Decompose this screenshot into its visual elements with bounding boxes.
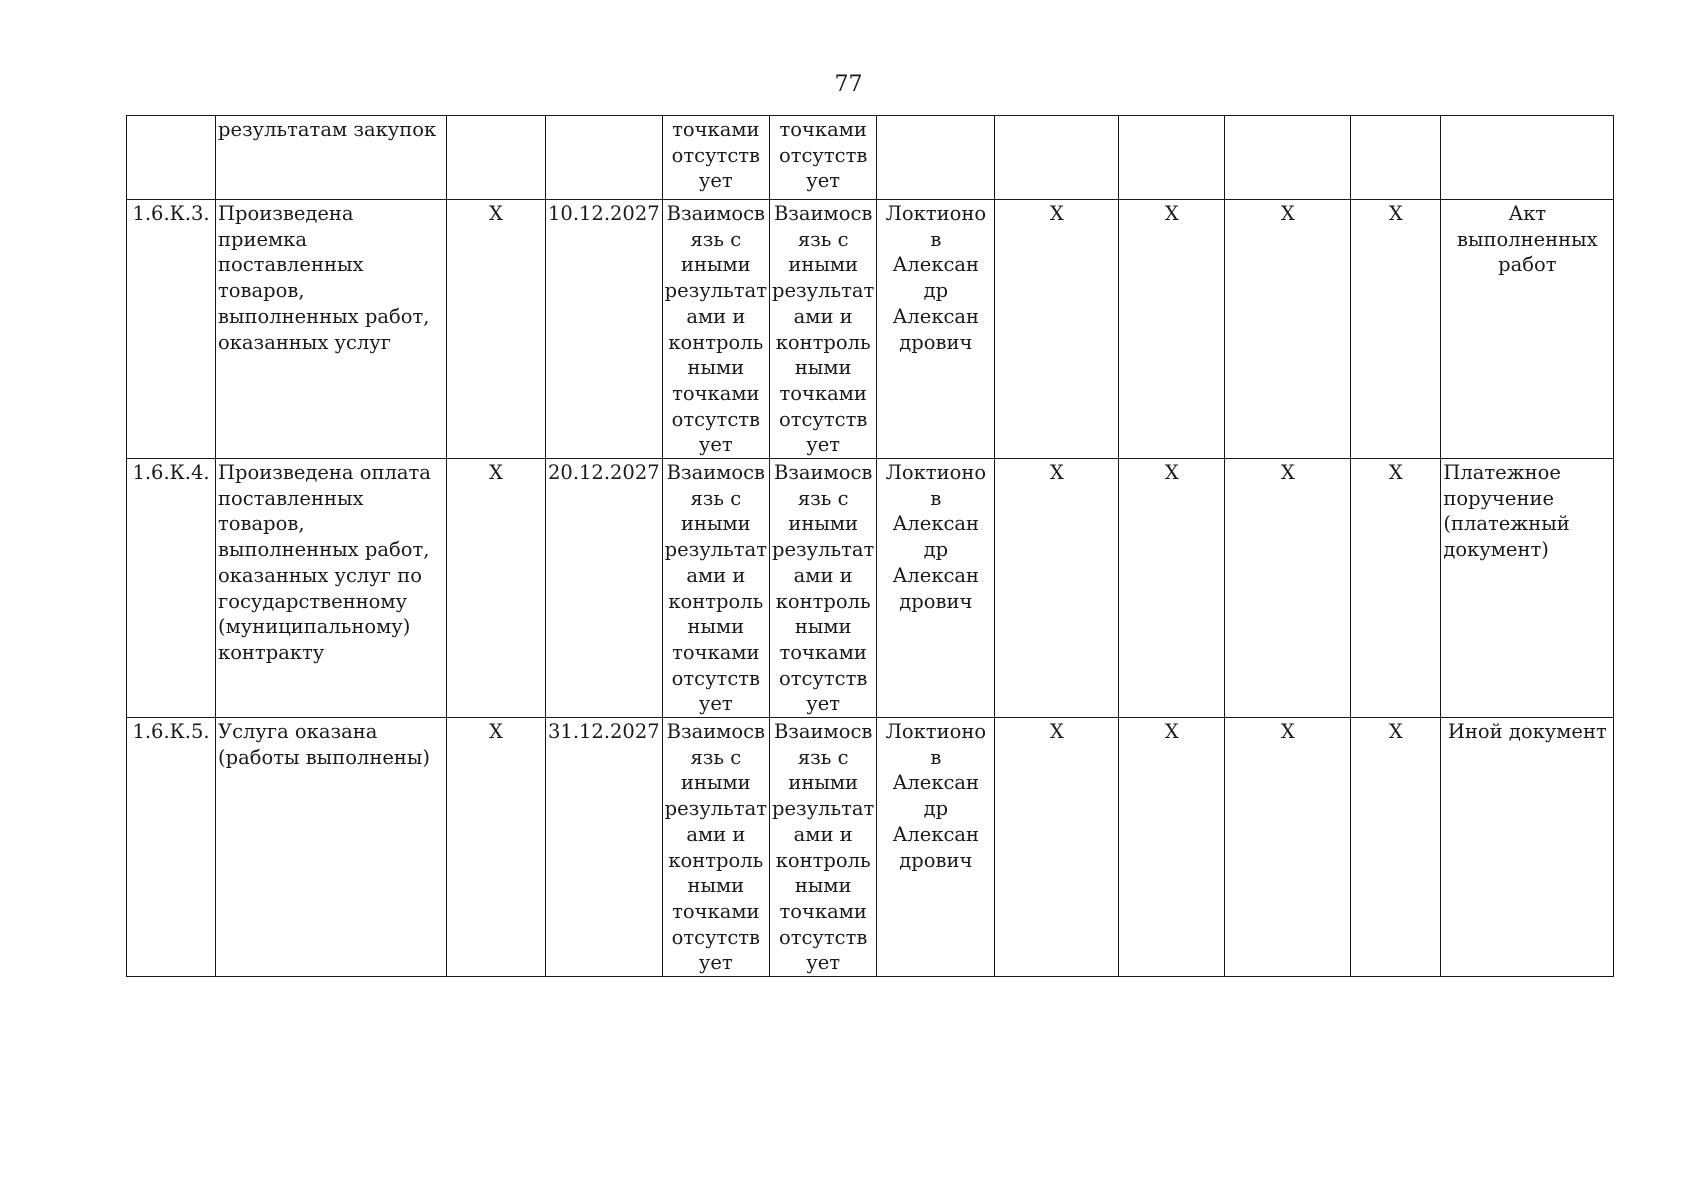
row-responsible: Локтионо в Алексан др Алексан дрович [877,459,995,718]
row-x4: X [1351,200,1441,459]
row-x2 [1119,116,1225,200]
row-relation-b: Взаимосв язь с иными результат ами и контроль ными точками отсутств ует [770,718,877,977]
row-responsible: Локтионо в Алексан др Алексан дрович [877,718,995,977]
row-x4: X [1351,459,1441,718]
row-relation-a: Взаимосв язь с иными результат ами и контроль ными точками отсутств ует [662,200,769,459]
row-relation-a: точками отсутств ует [662,116,769,200]
page-number: 77 [834,72,863,97]
row-relation-b: Взаимосв язь с иными результат ами и контроль ными точками отсутств ует [770,200,877,459]
row-document [1441,116,1614,200]
row-id: 1.6.К.5. [127,718,216,977]
row-x2: X [1119,718,1225,977]
table-row [127,459,1614,718]
row-relation-a: Взаимосв язь с иными результат ами и контроль ными точками отсутств ует [662,459,769,718]
row-col3 [447,116,546,200]
row-id: 1.6.К.3. [127,200,216,459]
row-name: Услуга оказана (работы выполнены) [216,718,447,977]
row-id [127,116,216,200]
row-id: 1.6.К.4. [127,459,216,718]
table-row [127,116,1614,200]
row-relation-b: Взаимосв язь с иными результат ами и контроль ными точками отсутств ует [770,459,877,718]
row-x3: X [1225,718,1351,977]
table-row [127,200,1614,459]
row-x3: X [1225,459,1351,718]
row-relation-b: точками отсутств ует [770,116,877,200]
row-x3: X [1225,200,1351,459]
row-relation-a: Взаимосв язь с иными результат ами и контроль ными точками отсутств ует [662,718,769,977]
row-col3: X [447,459,546,718]
row-name: Произведена оплата поставленных товаров, выполненных работ, оказанных услуг по государственному (муниципальному) контракту [216,459,447,718]
row-col3: X [447,718,546,977]
row-document: Акт выполненных работ [1441,200,1614,459]
row-x1: X [995,718,1119,977]
row-col3: X [447,200,546,459]
row-x2: X [1119,459,1225,718]
row-x1: X [995,459,1119,718]
row-x2: X [1119,200,1225,459]
row-name: Произведена приемка поставленных товаров, выполненных работ, оказанных услуг [216,200,447,459]
row-document: Иной документ [1441,718,1614,977]
row-responsible [877,116,995,200]
row-x4: X [1351,718,1441,977]
row-x1: X [995,200,1119,459]
row-name: результатам закупок [216,116,447,200]
row-date: 10.12.2027 [546,200,663,459]
table-row [127,718,1614,977]
row-responsible: Локтионо в Алексан др Алексан дрович [877,200,995,459]
row-date [546,116,663,200]
row-x3 [1225,116,1351,200]
row-document: Платежное поручение (платежный документ) [1441,459,1614,718]
row-x1 [995,116,1119,200]
control-points-table [126,115,1614,977]
row-date: 20.12.2027 [546,459,663,718]
row-date: 31.12.2027 [546,718,663,977]
row-x4 [1351,116,1441,200]
